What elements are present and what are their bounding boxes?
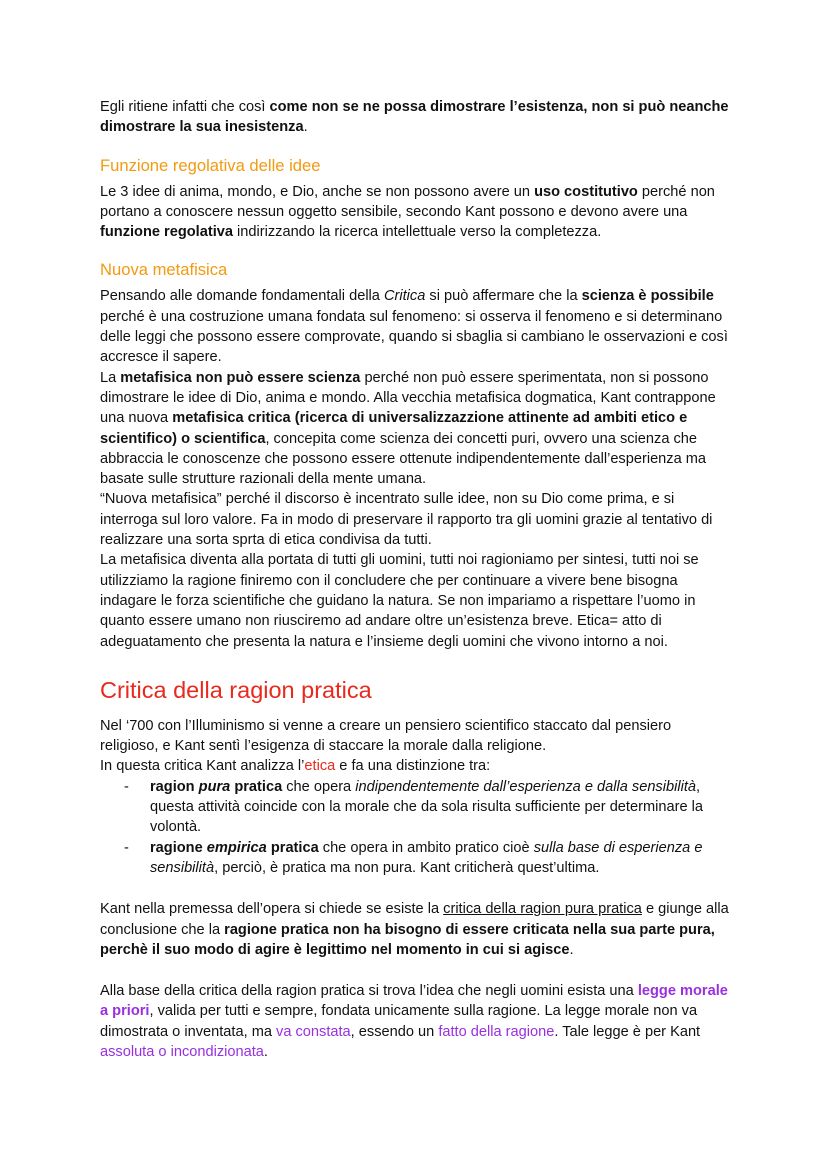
paragraph-nuova-metafisica: “Nuova metafisica” perché il discorso è incentrato sulle idee, non su Dio come prima, e si interroga sul loro valore. Fa in modo di preservare il rapporto tra gli uomini grazie al tentativo di realizzare una sorta sprta di etica condivisa da tutti. bbox=[100, 491, 713, 549]
paragraph-premessa bbox=[100, 899, 732, 960]
distinction-list bbox=[100, 777, 732, 878]
text-run: indirizzando la ricerca intellettuale verso la completezza. bbox=[232, 224, 602, 241]
text-run: Pensando alle domande fondamentali della bbox=[100, 288, 384, 305]
text-run: e fa una distinzione tra: bbox=[335, 758, 491, 775]
purple-highlight: va constata bbox=[276, 1023, 351, 1040]
paragraph-portata: La metafisica diventa alla portata di tutti gli uomini, tutti noi ragioniamo per sintesi, tutti noi se utilizziamo la ragione finiremo con il concludere che per continuare a vivere bene bisogna indagare le forza scientifiche che guidano la natura. Se non impariamo a rispettare l’uomo in quanto essere umano non riusciremo ad andare oltre un’esistenza breve. Etica= atto di adeguatamento che presenta la natura e l’insieme degli uomini che vivono intorno a noi. bbox=[100, 552, 699, 650]
bold-run: pratica bbox=[266, 839, 319, 856]
text-run: . bbox=[263, 1043, 268, 1060]
purple-bold-highlight: legge morale a priori bbox=[100, 983, 728, 1020]
purple-highlight: assoluta o incondizionata bbox=[100, 1043, 264, 1060]
bold-run: funzione regolativa bbox=[100, 224, 233, 241]
list-item-ragion-pura bbox=[100, 777, 732, 838]
text-run: , questa attività coincide con la morale che da sola risulta sufficiente per determinare la volontà. bbox=[150, 778, 703, 836]
bold-run: come non se ne possa dimostrare l’esistenza, non si può neanche dimostrare la sua inesistenza bbox=[100, 99, 729, 136]
text-run: che opera bbox=[282, 778, 356, 795]
bold-run: metafisica critica (ricerca di universalizzazzione attinente ad ambiti etico e scientifico) o scientifica bbox=[100, 410, 688, 447]
text-run: Egli ritiene infatti che così bbox=[100, 99, 270, 115]
bold-run: ragione pratica non ha bisogno di essere criticata nella sua parte pura, perchè il suo modo di agire è legittimo nel momento in cui si agisce bbox=[100, 921, 715, 958]
bold-run: ragione bbox=[150, 839, 207, 856]
heading-critica-ragion-pratica: Critica della ragion pratica bbox=[100, 676, 372, 703]
bold-run: scienza è possibile bbox=[581, 288, 714, 305]
text-run: perché non può essere sperimentata, non si possono dimostrare le idee di Dio, anima e mondo. Alla vecchia metafisica dogmatica, Kant contrappone una nuova bbox=[100, 369, 716, 427]
underlined-run: critica della ragion pura pratica bbox=[443, 901, 642, 918]
italic-run: sulla base di esperienza e sensibilità bbox=[150, 839, 703, 876]
text-run: si può affermare che la bbox=[425, 288, 582, 305]
bold-italic-run: empirica bbox=[206, 839, 267, 856]
italic-run: indipendentemente dall’esperienza e dalla sensibilità bbox=[355, 778, 696, 795]
text-run: . bbox=[569, 941, 574, 958]
dash-bullet: - bbox=[124, 839, 129, 856]
text-run: , concepita come scienza dei concetti puri, ovvero una scienza che abbraccia le conoscenze che possono essere ottenute indipendentemente dall’esperienza ma basate sulle strutture razionali della mente umana. bbox=[100, 430, 707, 488]
text-run: perché è una costruzione umana fondata sul fenomeno: si osserva il fenomeno e si determinano delle leggi che possono essere comprovate, quando si sbaglia si cambiano le osservazioni e così accresce il sapere. bbox=[100, 308, 728, 366]
bold-run: uso costitutivo bbox=[534, 183, 638, 200]
text-run: Le 3 idee di anima, mondo, e Dio, anche se non possono avere un bbox=[100, 183, 535, 200]
text-run: che opera in ambito pratico cioè bbox=[318, 839, 534, 856]
text-run: e giunge alla conclusione che la bbox=[100, 901, 729, 938]
paragraph-illuminismo: Nel ‘700 con l’Illuminismo si venne a creare un pensiero scientifico staccato dal pensiero religioso, e Kant sentì l’esigenza di staccare la morale dalla religione. bbox=[100, 717, 672, 755]
heading-nuova-metafisica: Nuova metafisica bbox=[100, 260, 228, 280]
intro-paragraph bbox=[100, 97, 732, 138]
italic-run: Critica bbox=[383, 288, 426, 305]
list-item-ragione-empirica bbox=[100, 838, 732, 879]
paragraph-distinzione bbox=[100, 756, 732, 776]
text-run: In questa critica Kant analizza l’ bbox=[100, 758, 305, 775]
paragraph-legge-morale bbox=[100, 981, 732, 1062]
paragraph-scienza bbox=[100, 286, 732, 367]
paragraph-funzione-regolativa bbox=[100, 182, 732, 243]
heading-funzione-regolativa: Funzione regolativa delle idee bbox=[100, 155, 321, 175]
text-run: , perciò, è pratica ma non pura. Kant criticherà quest’ultima. bbox=[214, 859, 600, 876]
bold-run: metafisica non può essere scienza bbox=[120, 369, 361, 386]
text-run: Kant nella premessa dell’opera si chiede se esiste la bbox=[100, 901, 444, 918]
red-highlight: etica bbox=[304, 758, 336, 775]
text-run: La bbox=[100, 369, 121, 386]
bold-run: ragion bbox=[150, 778, 199, 795]
text-run: . bbox=[303, 119, 308, 136]
text-run: , valida per tutti e sempre, fondata unicamente sulla ragione. La legge morale non va dimostrata o inventata, ma bbox=[100, 1003, 698, 1040]
bold-italic-run: pura bbox=[198, 778, 231, 795]
document-page bbox=[100, 97, 732, 1062]
text-run: Alla base della critica della ragion pratica si trova l’idea che negli uomini esista una bbox=[100, 983, 638, 1000]
paragraph-metafisica bbox=[100, 368, 732, 490]
bold-run: pratica bbox=[230, 778, 283, 795]
text-run: . Tale legge è per Kant bbox=[554, 1023, 701, 1040]
text-run: perché non portano a conoscere nessun oggetto sensibile, secondo Kant possono e devono avere una bbox=[100, 183, 715, 220]
purple-highlight: fatto della ragione bbox=[438, 1023, 555, 1040]
text-run: , essendo un bbox=[350, 1023, 439, 1040]
dash-bullet: - bbox=[124, 778, 129, 795]
